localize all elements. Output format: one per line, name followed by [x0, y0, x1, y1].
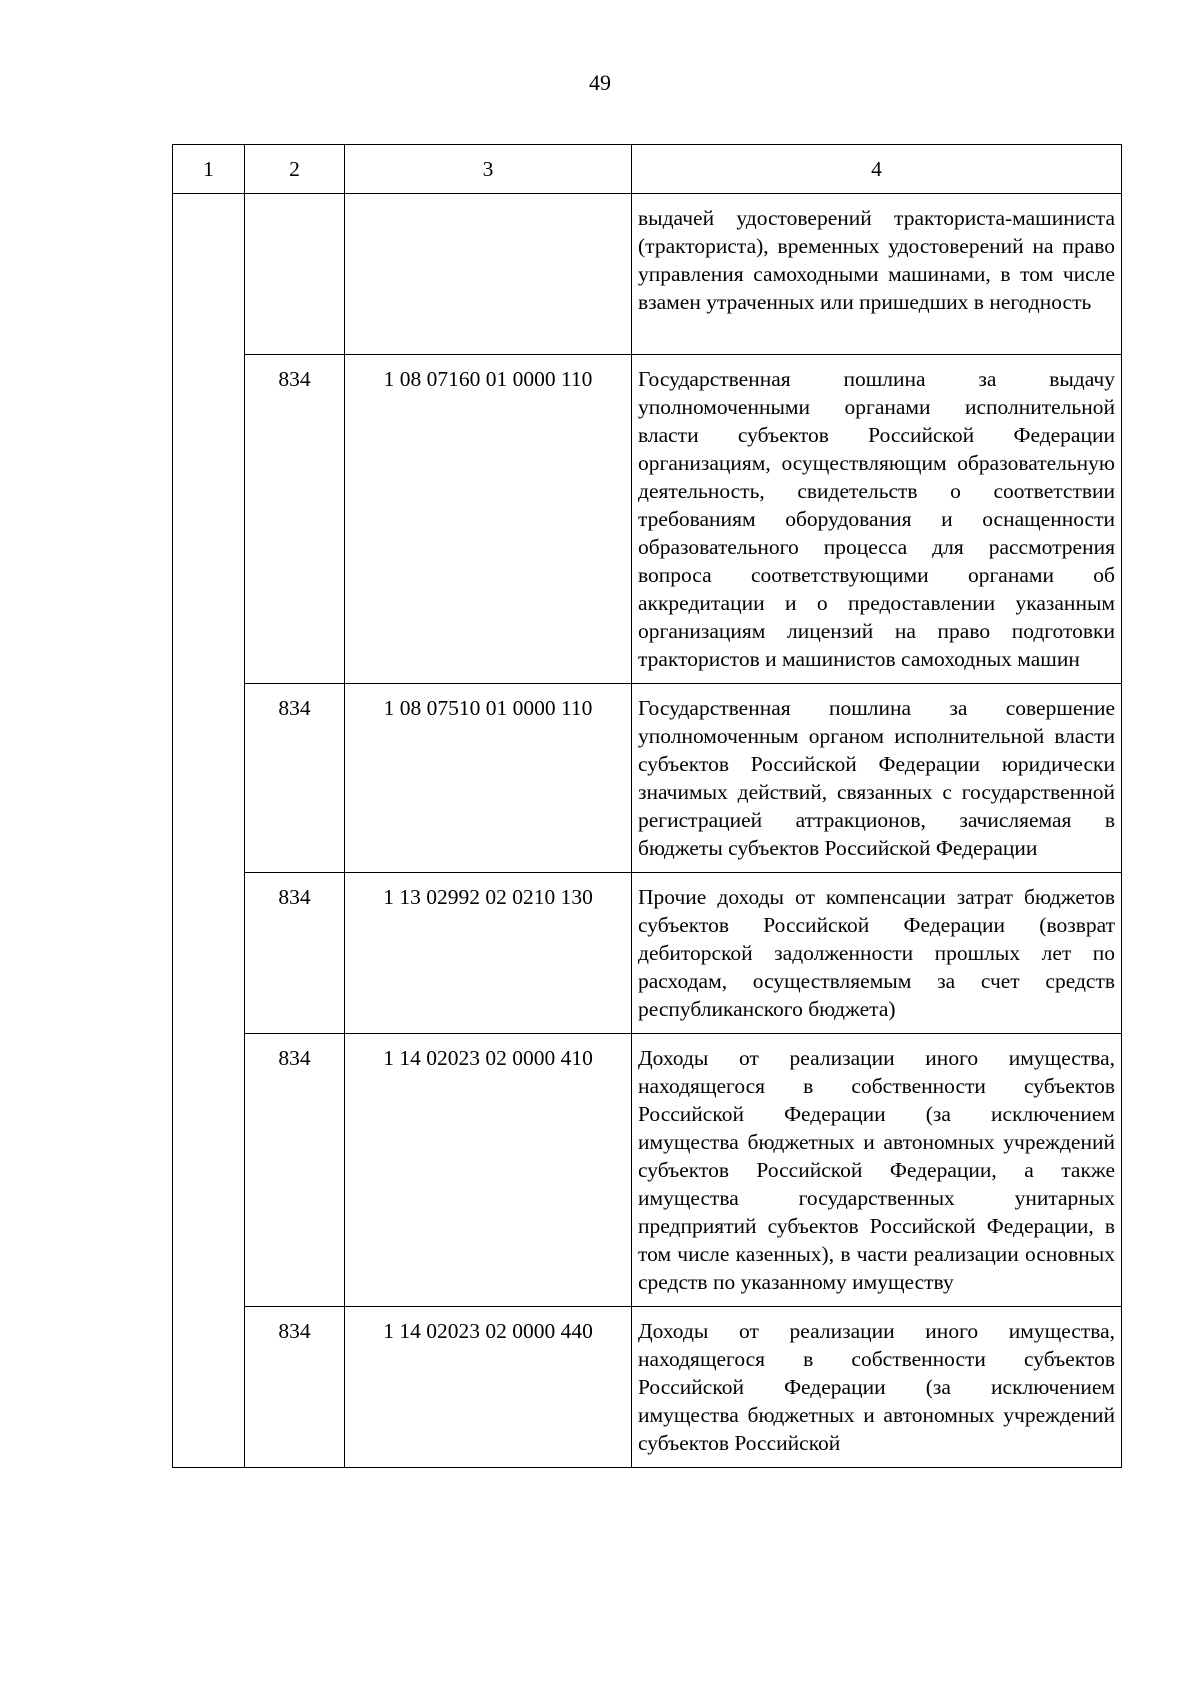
table-row — [173, 355, 1122, 684]
budget-code-cell: 1 08 07510 01 0000 110 — [345, 684, 632, 873]
description-cell: Государственная пошлина за выдачу уполномоченными органами исполнительной власти субъектов Российской Федерации организациям, осуществляющим образовательную деятельность, свидетельств о соответствии требованиям оборудования и оснащенности образовательного процесса для рассмотрения вопроса соответствующими органами об аккредитации и о предоставлении указанным организациям лицензий на право подготовки трактористов и машинистов самоходных машин — [632, 355, 1122, 684]
header-col-2: 2 — [245, 145, 345, 194]
header-col-1: 1 — [173, 145, 245, 194]
group-cell — [173, 194, 245, 1468]
admin-code-cell: 834 — [245, 355, 345, 684]
description-cell: выдачей удостоверений тракториста-машиниста (тракториста), временных удостоверений на право управления самоходными машинами, в том числе взамен утраченных или пришедших в негодность — [632, 194, 1122, 355]
description-cell: Прочие доходы от компенсации затрат бюджетов субъектов Российской Федерации (возврат дебиторской задолженности прошлых лет по расходам, осуществляемым за счет средств республиканского бюджета) — [632, 873, 1122, 1034]
admin-code-cell — [245, 194, 345, 355]
revenue-codes-table — [172, 144, 1122, 1468]
admin-code-cell: 834 — [245, 684, 345, 873]
budget-code-cell — [345, 194, 632, 355]
description-cell: Доходы от реализации иного имущества, находящегося в собственности субъектов Российской Федерации (за исключением имущества бюджетных и автономных учреждений субъектов Российской Федерации, а также имущества государственных унитарных предприятий субъектов Российской Федерации, в том числе казенных), в части реализации основных средств по указанному имуществу — [632, 1034, 1122, 1307]
table-row — [173, 1034, 1122, 1307]
table-row — [173, 873, 1122, 1034]
description-cell: Доходы от реализации иного имущества, находящегося в собственности субъектов Российской Федерации (за исключением имущества бюджетных и автономных учреждений субъектов Российской — [632, 1307, 1122, 1468]
admin-code-cell: 834 — [245, 1307, 345, 1468]
header-col-4: 4 — [632, 145, 1122, 194]
description-cell: Государственная пошлина за совершение уполномоченным органом исполнительной власти субъектов Российской Федерации юридически значимых действий, связанных с государственной регистрацией аттракционов, зачисляемая в бюджеты субъектов Российской Федерации — [632, 684, 1122, 873]
table-row — [173, 684, 1122, 873]
table-row — [173, 194, 1122, 355]
header-row — [173, 145, 1122, 194]
budget-code-cell: 1 08 07160 01 0000 110 — [345, 355, 632, 684]
table-row — [173, 1307, 1122, 1468]
budget-code-cell: 1 14 02023 02 0000 440 — [345, 1307, 632, 1468]
budget-code-cell: 1 13 02992 02 0210 130 — [345, 873, 632, 1034]
page-number: 49 — [589, 70, 611, 95]
admin-code-cell: 834 — [245, 1034, 345, 1307]
header-col-3: 3 — [345, 145, 632, 194]
budget-code-cell: 1 14 02023 02 0000 410 — [345, 1034, 632, 1307]
admin-code-cell: 834 — [245, 873, 345, 1034]
